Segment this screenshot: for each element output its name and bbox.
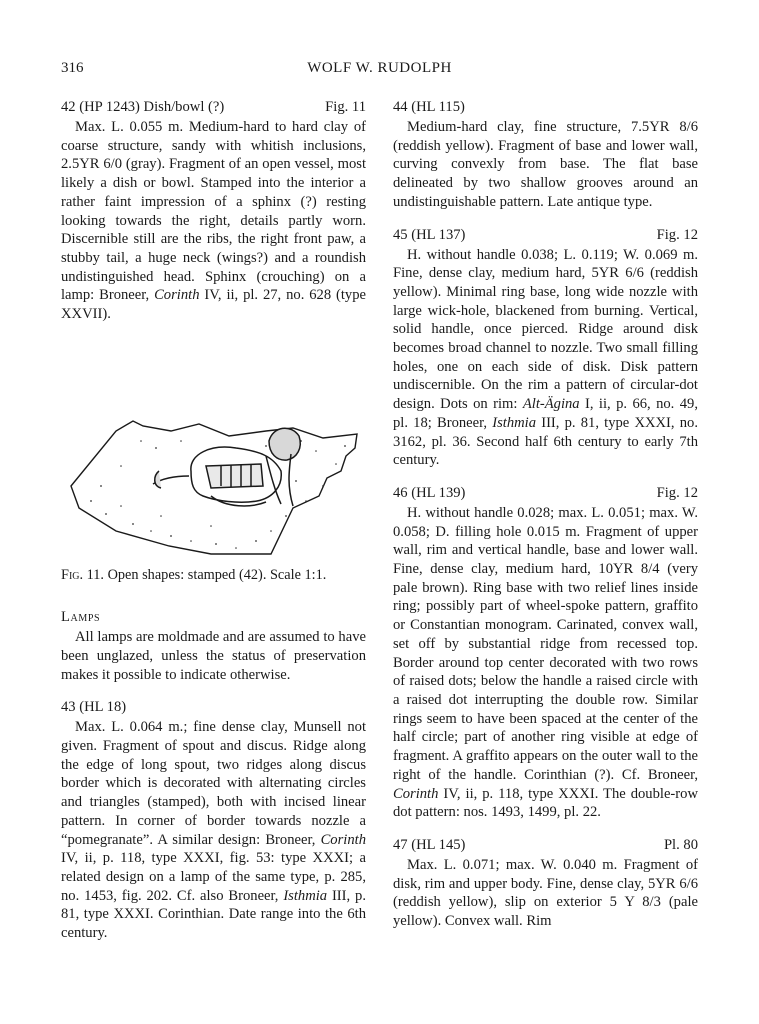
entry-46-figure-ref: Fig. 12 [656,484,698,501]
sherd-illustration [61,336,366,556]
entry-47-title: 47 (HL 145) [393,836,466,853]
entry-45-figure-ref: Fig. 12 [656,226,698,243]
figure-11-sherd-drawing [61,336,366,556]
entry-43-text: Max. L. 0.064 m.; fine dense clay, Munsell not given. Fragment of spout and discus. Ridge along the edge of long spout, two ridges along discus border which is decorated with alternating circles and triangles (stamped), both with incised linear pattern. In corner of border towards nozzle a “pomegranate”. A similar design: Broneer, Corinth IV, ii, p. 118, type XXXI, fig. 53: type XXXI; a related design on a lamp of the same type, p. 285, no. 1453, fig. 202. Cf. also Broneer, Isthmia III, p. 81, type XXXI. Corinthian. Date range into the 6th century. [61,719,366,942]
figure-11-caption: Fig. 11. Open shapes: stamped (42). Scale 1:1. [61,566,327,583]
entry-42-title: 42 (HP 1243) Dish/bowl (?) [61,99,225,115]
entry-45-title: 45 (HL 137) [393,226,466,243]
entry-46-heading [393,482,698,504]
entry-45-heading [393,224,698,246]
running-author: WOLF W. RUDOLPH [307,60,452,76]
entry-47-plate-ref: Pl. 80 [663,836,698,853]
entry-43-heading [61,696,366,718]
entry-42-figure-ref: Fig. 11 [325,99,366,115]
entry-44-text: Medium-hard clay, fine structure, 7.5YR 8/6 (reddish yellow). Fragment of base and lower wall, curving convexly from base. The flat base delineated by two shallow grooves around an undistinguishable pattern. Late antique type. [393,119,698,210]
entry-44-title: 44 (HL 115) [393,99,465,115]
right-column [393,96,698,931]
entry-42-heading [61,96,366,118]
entry-43-title: 43 (HL 18) [61,699,127,716]
entry-47-heading [393,834,698,856]
entry-46-title: 46 (HL 139) [393,484,466,501]
lamps-section-heading: Lamps [61,609,101,626]
entry-45-text: H. without handle 0.038; L. 0.119; W. 0.069 m. Fine, dense clay, medium hard, 5YR 6/6 (reddish yellow). Minimal ring base, long wide nozzle with large wick-hole, blackened from burning. Vertical, solid handle, once pierced. Ridge around disk becomes broad channel to nozzle. Two small filling holes, one on each side of disk. Disk pattern undiscernible. On the rim a pattern of circular-dot design. Dots on rim: Alt-Ägina I, ii, p. 66, no. 49, pl. 18; Broneer, Isthmia III, p. 81, type XXXI, no. 3162, pl. 36. Second half 6th century to early 7th century. [393,246,698,469]
entry-47-text: Max. L. 0.071; max. W. 0.040 m. Fragment of disk, rim and upper body. Fine, dense clay, 5YR 6/6 (reddish yellow), slip on exterior 5 Y 8/3 (pale yellow). Convex wall. Rim [393,856,698,930]
left-column [61,96,366,943]
lamps-intro-text: All lamps are moldmade and are assumed to have been unglazed, unless the status of preservation makes it possible to indicate otherwise. [61,629,366,683]
entry-42-text: Max. L. 0.055 m. Medium-hard to hard clay of coarse structure, sandy with whitish inclusions, 2.5YR 6/0 (gray). Fragment of an open vessel, most likely a dish or bowl. Stamped into the interior a rather faint impression of a sphinx (?) resting looking towards the right, details partly worn. Discernible still are the ribs, the right front paw, a stubby tail, a huge neck (wings?) and a roundish undistinguished head. Sphinx (crouching) on a lamp: Broneer, Corinth IV, ii, pl. 27, no. 628 (type XXVII). [61,119,366,323]
running-header [0,60,759,82]
entry-46-text: H. without handle 0.028; max. L. 0.051; max. W. 0.058; D. filling hole 0.015 m. Fragment of upper wall, rim and vertical handle, base and lower wall. Fine, dense clay, medium hard, 10YR 8/4 (very pale brown). Ring base with two relief lines inside ring; possibly part of wheel-spoke pattern, graffito or Constantian monogram. Carinated, convex wall, set off by substantial ridge from recessed top. Border around top center decorated with two rows of raised dots; below the handle a raised circle with a raised dot interrupting the double row. Similar rings seem to have been spaced at the center of the half circle; part of another ring visible at edge of fragment. A graffito appears on the outer wall to the right of the handle. Corinthian (?). Cf. Broneer, Corinth IV, ii, p. 118, type XXXI. The double-row dot pattern: nos. 1493, 1499, pl. 22. [393,504,698,821]
entry-44-heading [393,96,698,118]
page-number: 316 [61,60,84,76]
